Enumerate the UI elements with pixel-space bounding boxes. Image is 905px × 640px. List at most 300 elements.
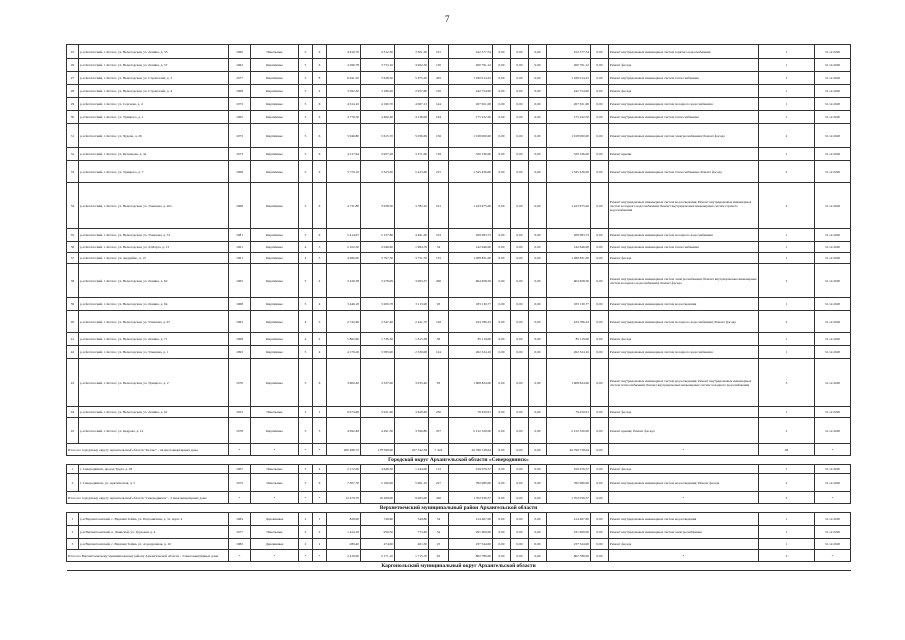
cell-a2: 4 312,30 [361,45,395,59]
cell-z1: 0,00 [493,359,511,407]
total-cell: 1 702 056,57 [547,492,591,504]
register-table [66,44,851,571]
cell-work: Ремонт внутридомовых инженерных систем водоотведения; Ремонт фасада [609,474,759,492]
cell-n: 30 [67,111,79,124]
cell-year: 1973 [229,124,251,148]
cell-fl: 2 [299,539,313,550]
cell-a2: 3 957,28 [361,148,395,161]
cell-date: 31.12.2020 [815,242,851,253]
cell-en: 6 [313,359,327,407]
register-sheet [66,44,848,571]
section-verkhnetoemsky [67,504,851,513]
cell-res: 230 [429,407,449,418]
cell-wn: 1 [759,148,815,161]
cell-year: 1968 [229,298,251,311]
cell-wall: Кирпичные [251,311,299,333]
cell-z4: 0,00 [591,98,609,111]
cell-a1: 4 610,70 [327,45,361,59]
total-cell: 48 [759,444,815,456]
cell-z1: 0,00 [493,474,511,492]
cell-en: 1 [313,407,327,418]
cell-a3: 401,50 [395,539,429,550]
cell-wall: Кирпичные [251,346,299,359]
cell-res: 93 [429,359,449,407]
total-cell: 93 [429,550,449,562]
cell-z4: 0,00 [591,183,609,229]
cell-n: 33 [67,161,79,183]
total-cell: 0,00 [511,550,529,562]
cell-fl: 5 [299,59,313,72]
cell-z2: 0,00 [511,333,529,346]
cell-a1: 5 414,07 [327,229,361,242]
cell-res: 25 [429,539,449,550]
cell-res: 113 [429,465,449,474]
cell-a3: 5 036,69 [395,124,429,148]
cell-z3: 0,00 [529,418,547,444]
cell-a1: 3 446,18 [327,298,361,311]
cell-work: Ремонт внутридомовых инженерных систем холодного водоснабжения [609,98,759,111]
cell-z4: 0,00 [591,465,609,474]
cell-en: 4 [313,346,327,359]
cell-wall: Панельные [251,407,299,418]
total-cell: 3 [759,492,815,504]
cell-en: 4 [313,264,327,298]
cell-n: 39 [67,298,79,311]
cell-z1: 0,00 [493,148,511,161]
cell-wn: 1 [759,526,815,539]
cell-wn: 1 [759,346,815,359]
cell-a1: 6 974,96 [327,407,361,418]
cell-z1: 0,00 [493,229,511,242]
total-cell: * [609,550,759,562]
cell-wall: Кирпичные [251,148,299,161]
cell-tot: 267 651,00 [547,98,591,111]
cell-fl: 5 [299,111,313,124]
cell-sum: 237 544,00 [449,539,493,550]
cell-en: 4 [313,85,327,98]
cell-z2: 0,00 [511,264,529,298]
cell-work: Ремонт внутридомовых инженерных систем водоотведения [609,298,759,311]
total-cell: * [609,492,759,504]
cell-z4: 0,00 [591,474,609,492]
cell-a2: 3 753,10 [361,59,395,72]
table-row [67,264,851,298]
cell-tot: 1 423 975,00 [547,183,591,229]
cell-z4: 0,00 [591,124,609,148]
cell-z1: 0,00 [493,161,511,183]
cell-addr: р-н Котласский, г. Котлас, ул. Вычегодская, ул. Ульянова, д. 20а [79,183,229,229]
total-cell: 12 479,70 [327,492,361,504]
cell-res: 194 [429,111,449,124]
cell-z2: 0,00 [511,111,529,124]
cell-date: 31.12.2020 [815,298,851,311]
total-cell: * [299,492,313,504]
cell-date: 31.12.2020 [815,311,851,333]
cell-date: 31.12.2020 [815,513,851,526]
cell-tot: 2 212 320,00 [547,418,591,444]
cell-fl: 4 [299,333,313,346]
cell-date: 31.12.2020 [815,407,851,418]
total-cell: 0,00 [591,550,609,562]
cell-res: 215 [429,161,449,183]
cell-sum: 1 423 975,00 [449,183,493,229]
cell-en: 8 [313,72,327,85]
cell-a2: 3 585,90 [361,346,395,359]
cell-en: 4 [313,465,327,474]
cell-a1: 4 614,10 [327,98,361,111]
cell-sum: 214 467,00 [449,513,493,526]
cell-n: 2 [67,526,79,539]
cell-n: 25 [67,45,79,59]
cell-year: 1976 [229,359,251,407]
cell-work: Ремонт внутридомовых инженерных систем холодного водоснабжения [609,229,759,242]
total-cell: * [229,492,251,504]
cell-fl: 5 [299,72,313,85]
cell-wn: 2 [759,124,815,148]
cell-sum: 1 608 824,00 [449,359,493,407]
cell-a1: 5 946,80 [327,124,361,148]
cell-a3: 1 244,00 [395,465,429,474]
cell-date: 31.12.2020 [815,85,851,98]
cell-z1: 0,00 [493,539,511,550]
cell-fl: 5 [299,298,313,311]
cell-work: Ремонт внутридомовых инженерных систем водоотведения; Ремонт внутридомовых инженерных систем холодного водоснабжения; Ремонт внутридомовых инженерных систем горячего водоснабжения [609,183,759,229]
cell-z4: 0,00 [591,111,609,124]
cell-z4: 0,00 [591,264,609,298]
cell-a2: 749,60 [361,513,395,526]
cell-fl: 5 [299,124,313,148]
cell-fl: 5 [299,346,313,359]
total-cell: * [609,444,759,456]
cell-fl: 5 [299,45,313,59]
cell-year: 1961 [229,242,251,253]
cell-date: 31.12.2020 [815,474,851,492]
cell-a1: 7 307,70 [327,474,361,492]
cell-a2: 5 160,00 [361,474,395,492]
cell-z1: 0,00 [493,407,511,418]
cell-wall: Кирпичные [251,111,299,124]
total-cell: 26 796 728,04 [449,444,493,456]
cell-addr: р-н Верхнетоемский, п. Двинской, ул. Трудовая, д. 4 [79,526,229,539]
cell-a3: 2 957,60 [395,85,429,98]
cell-z1: 0,00 [493,98,511,111]
table-row [67,98,851,111]
cell-res: 34 [429,242,449,253]
cell-en: 3 [313,418,327,444]
cell-wall: Кирпичные [251,72,299,85]
cell-z4: 0,00 [591,298,609,311]
cell-addr: р-н Котласский, г. Котлас, ул. Вычегодская, ул. Строителей, д. 3 [79,72,229,85]
cell-wn: 3 [759,359,815,407]
cell-year: 1965 [229,264,251,298]
cell-res: 144 [429,98,449,111]
cell-addr: р-н Котласский, г. Котлас, ул. Вычегодская, ул. Ленина, д. 61 [79,407,229,418]
total-cell: 0,00 [591,492,609,504]
cell-z1: 0,00 [493,346,511,359]
cell-fl: 4 [299,242,313,253]
cell-res: 156 [429,124,449,148]
cell-a2: 5 931,60 [361,407,395,418]
cell-en: 4 [313,298,327,311]
cell-addr: р-н Котласский, г. Котлас, ул. Вычегодская, ул. Ульянова, д. 1 [79,346,229,359]
cell-z3: 0,00 [529,264,547,298]
cell-sum: 612 577,54 [449,45,493,59]
cell-a1: 3 600,40 [327,359,361,407]
cell-year: 1962 [229,59,251,72]
cell-fl: 2 [299,526,313,539]
cell-z3: 0,00 [529,242,547,253]
cell-z2: 0,00 [511,45,529,59]
cell-date: 31.12.2020 [815,148,851,161]
cell-work: Ремонт внутридомовых инженерных систем теплоснабжения [609,72,759,85]
cell-tot: 200 791,12 [547,59,591,72]
cell-tot: 1 030 014,25 [547,72,591,85]
cell-a2: 3 938,50 [361,183,395,229]
cell-work: Ремонт внутридомовых инженерных систем теплоснабжения [609,111,759,124]
cell-addr: р-н Котласский, г. Котлас, ул. Урицкого, д. 1 [79,111,229,124]
cell-z2: 0,00 [511,242,529,253]
cell-a3: 2 330,00 [395,346,429,359]
cell-wall: Деревянные [251,513,299,526]
cell-n: 37 [67,253,79,264]
cell-sum: 919 976,57 [449,465,493,474]
cell-z3: 0,00 [529,85,547,98]
cell-a3: 3 782,10 [395,183,429,229]
section-severodvinsk [67,456,851,465]
cell-en: 5 [313,253,327,264]
total-cell: 1 702 056,57 [449,492,493,504]
cell-year: 1968 [229,183,251,229]
cell-z4: 0,00 [591,311,609,333]
cell-addr: р-н Котласский, г. Котлас, ул. Вычегодская, ул. Ленина, д. 55 [79,45,229,59]
cell-a3: 1 984,79 [395,242,429,253]
cell-addr: р-н Верхнетоемский, с. Верхняя Тойма, ул. Аэродромная, д. 16 [79,539,229,550]
cell-z2: 0,00 [511,311,529,333]
cell-z3: 0,00 [529,124,547,148]
cell-n: 27 [67,72,79,85]
cell-sum: 267 651,00 [449,98,493,111]
cell-fl: 5 [299,148,313,161]
cell-z2: 0,00 [511,148,529,161]
total-cell: Итого по Верхнетоемскому муниципальному району Архангельской области - 3 многоквартирных дома [67,550,229,562]
total-cell: * [229,444,251,456]
cell-work: Ремонт фасада [609,333,759,346]
cell-z2: 0,00 [511,161,529,183]
cell-a1: 4 731,80 [327,183,361,229]
cell-date: 31.12.2020 [815,98,851,111]
cell-z4: 0,00 [591,333,609,346]
cell-sum: 142 646,00 [449,242,493,253]
cell-a1: 828,00 [327,513,361,526]
total-cell: * [313,444,327,456]
cell-addr: р-н Верхнетоемский, с. Верхняя Тойма, ул. Пограничная, д. 31, корп. 4 [79,513,229,526]
cell-a2: 1 736,30 [361,333,395,346]
cell-work: Ремонт внутридомовых инженерных систем горячего водоснабжения [609,45,759,59]
cell-year: 1973 [229,98,251,111]
cell-work: Ремонт крыши [609,148,759,161]
cell-work: Ремонт фасада [609,407,759,418]
cell-wall: Кирпичные [251,333,299,346]
cell-wn: 1 [759,98,815,111]
total-cell: * [251,492,299,504]
cell-z2: 0,00 [511,298,529,311]
cell-n: 32 [67,148,79,161]
cell-en: 3 [313,242,327,253]
cell-date: 31.12.2020 [815,539,851,550]
cell-a1: 2 102,30 [327,242,361,253]
total-cell: 26 796 728,04 [547,444,591,456]
cell-en: 6 [313,148,327,161]
cell-res: 155 [429,253,449,264]
cell-addr: р-н Котласский, г. Котлас, ул. Сергеева, д. 4 [79,98,229,111]
table-row [67,311,851,333]
cell-a2: 4 291,50 [361,418,395,444]
cell-a3: 4 138,09 [395,111,429,124]
cell-a3: 5 675,20 [395,72,429,85]
cell-work: Ремонт внутридомовых инженерных систем водоотведения; Ремонт внутридомовых инженерных систем теплоснабжения; Ремонт внутридомовых инженерных систем холодного водоснабжения [609,359,759,407]
cell-sum: 320 336,00 [449,148,493,161]
cell-a3: 3 113,90 [395,298,429,311]
cell-year: 1993 [229,346,251,359]
cell-date: 31.12.2020 [815,111,851,124]
cell-wall: Кирпичные [251,264,299,298]
cell-fl: 2 [299,513,313,526]
cell-wall: Панельные [251,465,299,474]
cell-z4: 0,00 [591,359,609,407]
cell-date: 31.12.2020 [815,161,851,183]
cell-year: 1982 [229,539,251,550]
cell-tot: 1 608 824,00 [547,359,591,407]
cell-z2: 0,00 [511,359,529,407]
cell-en: 6 [313,45,327,59]
cell-a2: 4 648,50 [361,465,395,474]
cell-year: 1953 [229,407,251,418]
cell-addr: г. Северодвинск, ул. Арктическая, д. 5 [79,474,229,492]
cell-fl: 4 [299,311,313,333]
cell-tot: 782 080,00 [547,474,591,492]
cell-wall: Кирпичные [251,298,299,311]
cell-z3: 0,00 [529,346,547,359]
cell-wn: 1 [759,513,815,526]
cell-work: Ремонт фасада [609,253,759,264]
cell-year: 1977 [229,526,251,539]
cell-z2: 0,00 [511,474,529,492]
total-cell: * [313,492,327,504]
cell-wn: 2 [759,418,815,444]
cell-n: 35 [67,229,79,242]
cell-z2: 0,00 [511,465,529,474]
cell-addr: р-н Котласский, г. Котлас, ул. Вычегодская, ул. Ленина, д. 57 [79,59,229,72]
cell-z3: 0,00 [529,407,547,418]
cell-a1: 4 296,78 [327,59,361,72]
cell-work: Ремонт фасада [609,539,759,550]
cell-a2: 3 797,30 [361,253,395,264]
cell-sum: 200 791,12 [449,59,493,72]
cell-fl: 5 [299,229,313,242]
cell-a3: 4 491,20 [395,229,429,242]
total-cell: 2 419,00 [327,550,361,562]
cell-addr: р-н Котласский, г. Котлас, ул. Вычегодская, ул. Д.Марта, д. 13 [79,242,229,253]
cell-date: 31.12.2020 [815,418,851,444]
cell-addr: р-н Котласский, г. Котлас, ул. Кузнецова, д. 4а [79,148,229,161]
cell-date: 31.12.2020 [815,465,851,474]
cell-z3: 0,00 [529,526,547,539]
section-title: Верхнетоемский муниципальный район Архангельской области [67,504,851,513]
cell-wall: Кирпичные [251,98,299,111]
cell-z1: 0,00 [493,465,511,474]
total-cell: 802 780,00 [449,550,493,562]
cell-fl: 5 [299,474,313,492]
cell-a2: 3 206,78 [361,298,395,311]
cell-wn: 1 [759,59,815,72]
table-row [67,85,851,98]
cell-z2: 0,00 [511,85,529,98]
cell-date: 31.12.2020 [815,183,851,229]
cell-z4: 0,00 [591,45,609,59]
cell-date: 31.12.2020 [815,333,851,346]
cell-wn: 1 [759,465,815,474]
cell-year: 1975 [229,474,251,492]
cell-addr: р-н Котласский, г. Котлас, ул. Чудова, д. 26 [79,124,229,148]
cell-a3: 4 067,13 [395,98,429,111]
cell-a1: 1 424,18 [327,526,361,539]
total-cell: 0,00 [529,492,547,504]
total-cell: 0,00 [493,550,511,562]
cell-addr: р-н Котласский, г. Котлас, ул. Кедрова, д. 14 [79,418,229,444]
cell-fl: 5 [299,418,313,444]
total-cell: 167 342,38 [395,444,429,456]
cell-a2: 2 547,46 [361,311,395,333]
cell-z1: 0,00 [493,418,511,444]
cell-fl: 3 [299,407,313,418]
cell-addr: р-н Котласский, г. Котлас, ул. Андрейко, д. 15 [79,253,229,264]
cell-year: 1965 [229,111,251,124]
total-cell: * [229,550,251,562]
cell-date: 31.12.2020 [815,359,851,407]
register-body [67,45,851,571]
cell-tot: 214 467,00 [547,513,591,526]
cell-addr: р-н Котласский, г. Котлас, ул. Вычегодская, ул. Ленина, д. 71 [79,333,229,346]
cell-sum: 1 289 831,00 [449,253,493,264]
cell-wn: 1 [759,333,815,346]
cell-res: 191 [429,183,449,229]
cell-en: 2 [313,526,327,539]
cell-z4: 0,00 [591,418,609,444]
cell-date: 31.12.2020 [815,264,851,298]
table-row [67,183,851,229]
cell-a3: 773,40 [395,526,429,539]
table-row [67,111,851,124]
cell-z4: 0,00 [591,526,609,539]
cell-a2: 5 323,00 [361,161,395,183]
cell-wall: Панельные [251,474,299,492]
total-cell: * [815,550,851,562]
cell-a1: 4 317,94 [327,148,361,161]
cell-en: 6 [313,98,327,111]
cell-work: Ремонт внутридомовых инженерных систем электроснабжения; Ремонт внутридомовых инженерных систем холодного водоснабжения; Ремонт фасада [609,264,759,298]
cell-z4: 0,00 [591,242,609,253]
cell-sum: 79 450,91 [449,407,493,418]
total-cell: * [313,550,327,562]
table-row [67,474,851,492]
total-row-verkhnetoemsky [67,550,851,562]
total-cell: * [299,444,313,456]
table-row [67,346,851,359]
cell-z2: 0,00 [511,124,529,148]
cell-n: 45 [67,418,79,444]
section-title: Городской округ Архангельской области «Северодвинск» [67,456,851,465]
cell-year: 1977 [229,72,251,85]
